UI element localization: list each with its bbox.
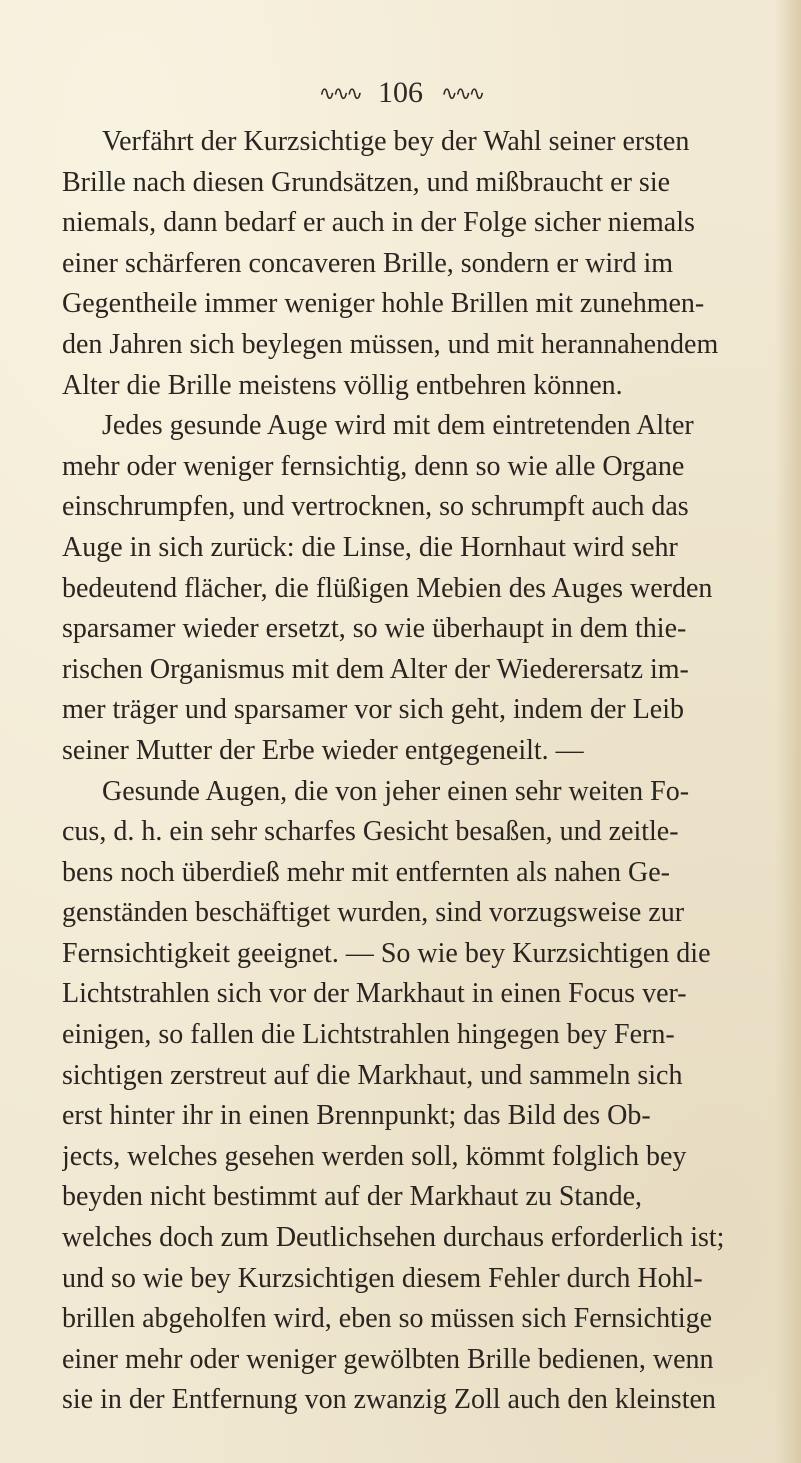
text-line: mer träger und sparsamer vor sich geht, indem der Leib: [62, 694, 685, 726]
text-line: Gesunde Augen, die von jeher einen sehr weiten Fo-: [102, 775, 690, 807]
text-line: Alter die Brille meistens völlig entbehren können.: [62, 369, 623, 401]
text-line: den Jahren sich beylegen müssen, und mit herannahendem: [62, 328, 719, 360]
header-ornament-right: ∿∿∿: [441, 81, 483, 105]
text-line: einer schärferen concaveren Brille, sondern er wird im: [62, 247, 674, 279]
text-line: bedeutend flächer, die flüßigen Mebien des Auges werden: [62, 572, 713, 604]
text-line: Auge in sich zurück: die Linse, die Hornhaut wird sehr: [62, 531, 678, 563]
text-line: einschrumpfen, und vertrocknen, so schrumpft auch das: [62, 491, 689, 523]
text-line: rischen Organismus mit dem Alter der Wiederersatz im-: [62, 653, 689, 685]
text-line: jects, welches gesehen werden soll, kömmt folglich bey: [62, 1140, 687, 1172]
text-line: mehr oder weniger fernsichtig, denn so wie alle Organe: [62, 450, 685, 482]
body-text: [62, 122, 752, 1421]
text-line: beyden nicht bestimmt auf der Markhaut zu Stande,: [62, 1181, 643, 1213]
text-line: seiner Mutter der Erbe wieder entgegeneilt. —: [62, 734, 584, 766]
text-line: Fernsichtigkeit geeignet. — So wie bey Kurzsichtigen die: [62, 937, 711, 969]
text-line: sichtigen zerstreut auf die Markhaut, und sammeln sich: [62, 1059, 683, 1091]
text-line: cus, d. h. ein sehr scharfes Gesicht besaßen, und zeitle-: [62, 816, 679, 848]
page-edge-shadow: [775, 0, 801, 1463]
text-line: Brille nach diesen Grundsätzen, und mißbraucht er sie: [62, 166, 671, 198]
text-line: einer mehr oder weniger gewölbten Brille bedienen, wenn: [62, 1343, 714, 1375]
header-ornament-left: ∿∿∿: [318, 81, 360, 105]
text-line: und so wie bey Kurzsichtigen diesem Fehler durch Hohl-: [62, 1262, 703, 1294]
text-line: brillen abgeholfen wird, eben so müssen sich Fernsichtige: [62, 1303, 713, 1335]
text-line: genständen beschäftiget wurden, sind vorzugsweise zur: [62, 897, 685, 929]
text-line: Verfährt der Kurzsichtige bey der Wahl seiner ersten: [102, 126, 690, 157]
text-line: Lichtstrahlen sich vor der Markhaut in einen Focus ver-: [62, 978, 687, 1010]
text-line: sparsamer wieder ersetzt, so wie überhaupt in dem thie-: [62, 613, 687, 645]
text-line: niemals, dann bedarf er auch in der Folge sicher niemals: [62, 207, 695, 239]
text-line: welches doch zum Deutlichsehen durchaus erforderlich ist;: [62, 1222, 725, 1254]
text-line: einigen, so fallen die Lichtstrahlen hingegen bey Fern-: [62, 1019, 675, 1051]
page-header: [0, 78, 801, 108]
text-line: Jedes gesunde Auge wird mit dem eintretenden Alter: [102, 410, 694, 442]
text-line: sie in der Entfernung von zwanzig Zoll auch den kleinsten: [62, 1384, 716, 1416]
text-line: bens noch überdieß mehr mit entfernten als nahen Ge-: [62, 856, 671, 888]
text-line: erst hinter ihr in einen Brennpunkt; das Bild des Ob-: [62, 1100, 651, 1132]
page-number: 106: [378, 76, 423, 109]
text-line: Gegentheile immer weniger hohle Brillen mit zunehmen-: [62, 288, 705, 320]
